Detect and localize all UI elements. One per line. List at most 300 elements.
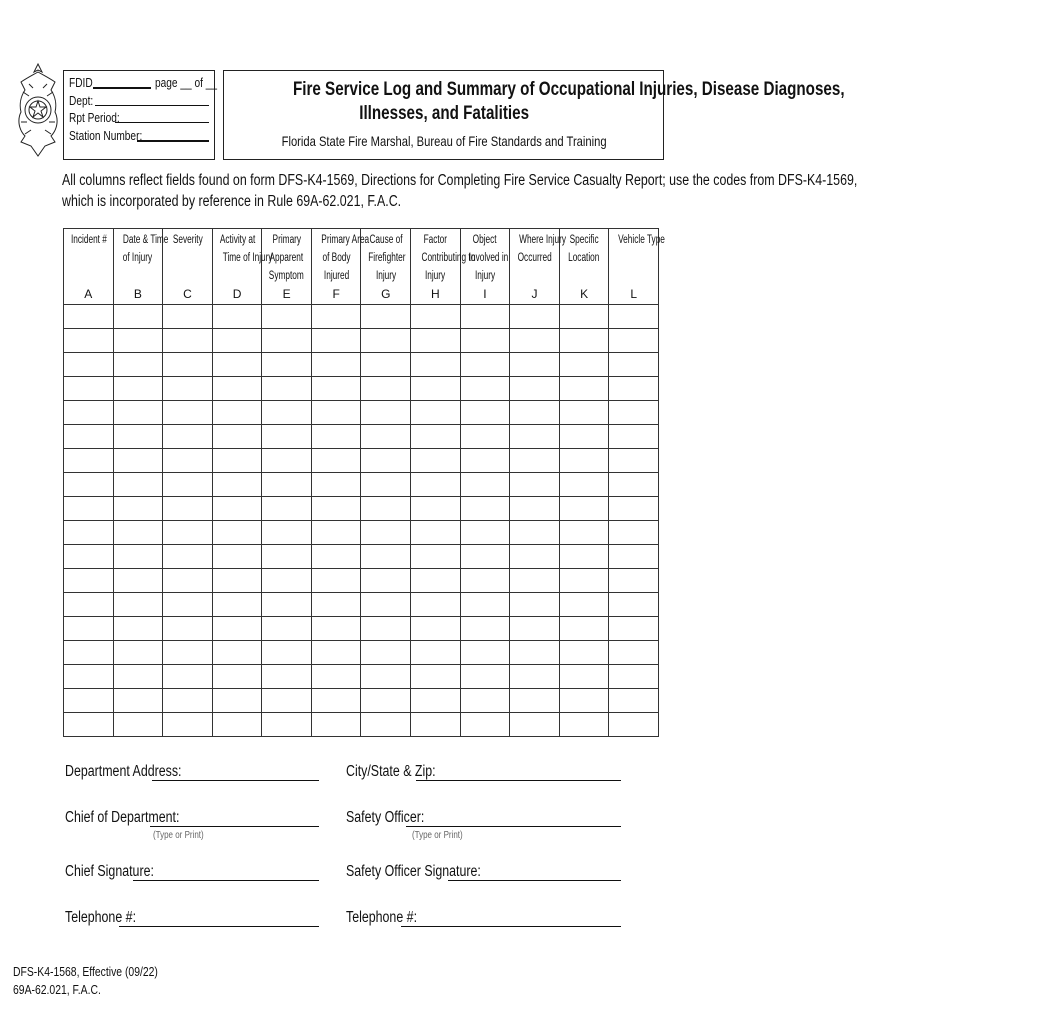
table-cell[interactable]	[559, 305, 609, 329]
safety-officer-type-or-print-hint: (Type or Print)	[412, 830, 463, 841]
table-cell[interactable]	[64, 641, 114, 665]
table-cell[interactable]	[411, 545, 461, 569]
page-of-label: page __ of __	[155, 75, 218, 90]
table-cell[interactable]	[212, 305, 262, 329]
table-cell[interactable]	[163, 449, 213, 473]
table-cell[interactable]	[262, 545, 312, 569]
table-cell[interactable]	[64, 353, 114, 377]
column-header-d	[212, 229, 273, 305]
column-letter: H	[431, 287, 440, 301]
table-cell[interactable]	[361, 545, 411, 569]
department-address-label: Department Address:	[65, 763, 182, 780]
table-cell[interactable]	[609, 545, 659, 569]
table-cell[interactable]	[262, 689, 312, 713]
dept-label: Dept:	[69, 92, 94, 108]
dept-field[interactable]	[95, 105, 209, 106]
table-cell[interactable]	[212, 689, 262, 713]
table-cell[interactable]	[609, 665, 659, 689]
table-cell[interactable]	[361, 593, 411, 617]
table-cell[interactable]	[311, 545, 361, 569]
column-header-text: Injury	[474, 270, 496, 282]
table-cell[interactable]	[510, 593, 560, 617]
table-cell[interactable]	[460, 401, 510, 425]
table-cell[interactable]	[64, 305, 114, 329]
column-header-text: of Body	[322, 252, 351, 264]
table-row	[64, 353, 659, 377]
table-row	[64, 497, 659, 521]
rpt-period-field[interactable]	[115, 122, 209, 123]
table-cell[interactable]	[163, 593, 213, 617]
table-cell[interactable]	[460, 713, 510, 737]
table-cell[interactable]	[510, 401, 560, 425]
table-cell[interactable]	[212, 377, 262, 401]
table-cell[interactable]	[460, 329, 510, 353]
table-cell[interactable]	[113, 689, 163, 713]
table-cell[interactable]	[311, 377, 361, 401]
table-cell[interactable]	[64, 329, 114, 353]
safety-officer-telephone-field[interactable]	[401, 926, 621, 927]
city-state-zip-label: City/State & Zip:	[346, 763, 436, 780]
table-cell[interactable]	[460, 689, 510, 713]
report-info-box	[63, 70, 218, 160]
table-cell[interactable]	[609, 521, 659, 545]
column-letter: C	[183, 287, 192, 301]
table-cell[interactable]	[64, 617, 114, 641]
table-cell[interactable]	[113, 377, 163, 401]
table-cell[interactable]	[559, 545, 609, 569]
table-cell[interactable]	[212, 425, 262, 449]
table-header-row	[64, 229, 659, 305]
column-letter: B	[133, 287, 142, 301]
column-header-a	[64, 229, 114, 305]
column-letter: A	[84, 287, 93, 301]
table-cell[interactable]	[113, 353, 163, 377]
table-cell[interactable]	[163, 353, 213, 377]
table-cell[interactable]	[163, 473, 213, 497]
chief-telephone-field[interactable]	[119, 926, 319, 927]
table-cell[interactable]	[113, 665, 163, 689]
table-cell[interactable]	[411, 665, 461, 689]
table-cell[interactable]	[609, 497, 659, 521]
table-cell[interactable]	[212, 353, 262, 377]
station-number-field[interactable]	[137, 140, 209, 142]
table-cell[interactable]	[262, 617, 312, 641]
column-header-j	[510, 229, 567, 305]
table-cell[interactable]	[163, 545, 213, 569]
table-cell[interactable]	[411, 593, 461, 617]
chief-signature-field[interactable]	[133, 880, 319, 881]
table-cell[interactable]	[411, 305, 461, 329]
table-cell[interactable]	[559, 377, 609, 401]
table-cell[interactable]	[262, 713, 312, 737]
table-cell[interactable]	[361, 305, 411, 329]
table-cell[interactable]	[411, 641, 461, 665]
table-cell[interactable]	[609, 353, 659, 377]
table-cell[interactable]	[609, 305, 659, 329]
column-letter: J	[531, 287, 538, 301]
table-cell[interactable]	[361, 473, 411, 497]
column-header-text: Location	[568, 252, 600, 264]
table-cell[interactable]	[361, 617, 411, 641]
table-cell[interactable]	[262, 377, 312, 401]
table-row	[64, 305, 659, 329]
table-cell[interactable]	[361, 641, 411, 665]
table-cell[interactable]	[212, 617, 262, 641]
table-cell[interactable]	[64, 497, 114, 521]
column-header-text: Severity	[172, 234, 203, 246]
table-cell[interactable]	[361, 521, 411, 545]
table-cell[interactable]	[262, 473, 312, 497]
table-cell[interactable]	[64, 449, 114, 473]
table-cell[interactable]	[510, 305, 560, 329]
table-cell[interactable]	[311, 617, 361, 641]
table-row	[64, 521, 659, 545]
table-cell[interactable]	[510, 617, 560, 641]
table-cell[interactable]	[113, 617, 163, 641]
table-cell[interactable]	[411, 353, 461, 377]
table-cell[interactable]	[262, 521, 312, 545]
table-cell[interactable]	[460, 377, 510, 401]
table-cell[interactable]	[212, 569, 262, 593]
form-number: DFS-K4-1568, Effective (09/22)	[13, 964, 158, 979]
table-cell[interactable]	[64, 521, 114, 545]
table-cell[interactable]	[311, 593, 361, 617]
table-cell[interactable]	[559, 401, 609, 425]
table-cell[interactable]	[64, 665, 114, 689]
column-header-text: Date & Time	[122, 234, 168, 246]
table-cell[interactable]	[510, 473, 560, 497]
table-cell[interactable]	[609, 689, 659, 713]
table-cell[interactable]	[262, 425, 312, 449]
table-cell[interactable]	[510, 689, 560, 713]
table-cell[interactable]	[311, 713, 361, 737]
instructions-line2: which is incorporated by reference in Rule 69A-62.021, F.A.C.	[62, 193, 402, 210]
table-cell[interactable]	[609, 425, 659, 449]
table-cell[interactable]	[460, 449, 510, 473]
table-cell[interactable]	[510, 569, 560, 593]
table-cell[interactable]	[163, 521, 213, 545]
column-letter: I	[483, 287, 487, 301]
table-cell[interactable]	[510, 353, 560, 377]
table-cell[interactable]	[262, 329, 312, 353]
table-cell[interactable]	[609, 473, 659, 497]
table-cell[interactable]	[212, 401, 262, 425]
table-cell[interactable]	[559, 497, 609, 521]
table-cell[interactable]	[609, 329, 659, 353]
table-cell[interactable]	[311, 497, 361, 521]
table-cell[interactable]	[361, 377, 411, 401]
chief-of-department-label: Chief of Department:	[65, 809, 180, 826]
table-cell[interactable]	[113, 449, 163, 473]
table-cell[interactable]	[411, 497, 461, 521]
table-cell[interactable]	[411, 449, 461, 473]
column-letter: D	[232, 287, 242, 301]
table-cell[interactable]	[411, 689, 461, 713]
table-cell[interactable]	[212, 521, 262, 545]
column-letter: G	[381, 287, 391, 301]
table-row	[64, 545, 659, 569]
department-address-field[interactable]	[152, 780, 319, 781]
table-cell[interactable]	[559, 521, 609, 545]
safety-officer-label: Safety Officer:	[346, 809, 425, 826]
table-cell[interactable]	[510, 521, 560, 545]
column-letter: K	[580, 287, 589, 301]
table-row	[64, 425, 659, 449]
table-cell[interactable]	[163, 713, 213, 737]
table-cell[interactable]	[113, 425, 163, 449]
table-body	[64, 305, 659, 737]
table-cell[interactable]	[212, 641, 262, 665]
table-cell[interactable]	[460, 497, 510, 521]
table-cell[interactable]	[64, 713, 114, 737]
table-cell[interactable]	[113, 497, 163, 521]
table-cell[interactable]	[559, 353, 609, 377]
fdid-label: FDID	[69, 75, 93, 90]
table-cell[interactable]	[311, 665, 361, 689]
instructions-line1: All columns reflect fields found on form DFS-K4-1569, Directions for Completing Fire Service Casualty Report; use the codes from DFS-K4-1569,	[62, 172, 858, 189]
table-cell[interactable]	[113, 593, 163, 617]
table-cell[interactable]	[609, 641, 659, 665]
table-cell[interactable]	[113, 641, 163, 665]
table-cell[interactable]	[411, 617, 461, 641]
chief-type-or-print-hint: (Type or Print)	[153, 830, 204, 841]
table-cell[interactable]	[212, 713, 262, 737]
table-cell[interactable]	[559, 689, 609, 713]
column-header-text: Cause of	[369, 234, 403, 246]
table-cell[interactable]	[460, 305, 510, 329]
table-cell[interactable]	[609, 449, 659, 473]
table-cell[interactable]	[113, 401, 163, 425]
table-cell[interactable]	[311, 425, 361, 449]
table-cell[interactable]	[113, 569, 163, 593]
table-cell[interactable]	[411, 521, 461, 545]
table-cell[interactable]	[460, 665, 510, 689]
table-cell[interactable]	[559, 473, 609, 497]
table-cell[interactable]	[559, 713, 609, 737]
table-cell[interactable]	[311, 689, 361, 713]
table-cell[interactable]	[460, 353, 510, 377]
column-header-text: Activity at	[219, 234, 256, 246]
column-header-text: Injury	[425, 270, 446, 282]
table-cell[interactable]	[163, 425, 213, 449]
table-cell[interactable]	[361, 569, 411, 593]
table-cell[interactable]	[361, 329, 411, 353]
table-cell[interactable]	[460, 569, 510, 593]
chief-of-department-field[interactable]	[150, 826, 319, 827]
table-cell[interactable]	[510, 377, 560, 401]
safety-officer-field[interactable]	[406, 826, 621, 827]
table-cell[interactable]	[559, 641, 609, 665]
table-cell[interactable]	[559, 617, 609, 641]
table-cell[interactable]	[113, 545, 163, 569]
column-header-e	[262, 229, 312, 305]
table-cell[interactable]	[262, 305, 312, 329]
table-cell[interactable]	[163, 401, 213, 425]
table-row	[64, 641, 659, 665]
table-cell[interactable]	[411, 377, 461, 401]
table-cell[interactable]	[311, 473, 361, 497]
table-cell[interactable]	[460, 593, 510, 617]
column-letter: E	[282, 287, 291, 301]
chief-signature-label: Chief Signature:	[65, 863, 154, 880]
column-header-text: Involved in	[468, 252, 508, 264]
table-cell[interactable]	[262, 401, 312, 425]
table-cell[interactable]	[64, 545, 114, 569]
table-cell[interactable]	[411, 569, 461, 593]
table-cell[interactable]	[460, 545, 510, 569]
table-cell[interactable]	[113, 473, 163, 497]
table-cell[interactable]	[311, 305, 361, 329]
table-cell[interactable]	[361, 353, 411, 377]
table-cell[interactable]	[64, 377, 114, 401]
table-cell[interactable]	[262, 641, 312, 665]
state-fire-marshal-seal	[15, 62, 61, 158]
table-row	[64, 473, 659, 497]
table-cell[interactable]	[113, 713, 163, 737]
table-cell[interactable]	[609, 713, 659, 737]
table-cell[interactable]	[559, 329, 609, 353]
table-cell[interactable]	[411, 713, 461, 737]
table-cell[interactable]	[510, 641, 560, 665]
table-cell[interactable]	[311, 353, 361, 377]
table-cell[interactable]	[163, 377, 213, 401]
column-header-text: Injured	[323, 270, 349, 282]
table-cell[interactable]	[510, 497, 560, 521]
table-cell[interactable]	[64, 689, 114, 713]
table-cell[interactable]	[609, 593, 659, 617]
table-cell[interactable]	[212, 473, 262, 497]
table-cell[interactable]	[510, 329, 560, 353]
table-cell[interactable]	[460, 425, 510, 449]
table-cell[interactable]	[510, 449, 560, 473]
table-cell[interactable]	[411, 473, 461, 497]
table-cell[interactable]	[212, 593, 262, 617]
table-cell[interactable]	[559, 593, 609, 617]
table-cell[interactable]	[311, 401, 361, 425]
column-header-text: of Injury	[123, 252, 153, 264]
table-cell[interactable]	[460, 521, 510, 545]
station-number-label: Station Number:	[69, 127, 143, 143]
table-cell[interactable]	[609, 377, 659, 401]
form-title-line1: Fire Service Log and Summary of Occupational Injuries, Disease Diagnoses,	[292, 79, 845, 100]
table-cell[interactable]	[64, 569, 114, 593]
column-header-text: Where Injury	[519, 234, 567, 246]
table-cell[interactable]	[361, 425, 411, 449]
table-cell[interactable]	[311, 329, 361, 353]
table-row	[64, 401, 659, 425]
table-cell[interactable]	[411, 329, 461, 353]
table-cell[interactable]	[163, 689, 213, 713]
table-cell[interactable]	[64, 401, 114, 425]
table-cell[interactable]	[163, 617, 213, 641]
table-cell[interactable]	[361, 401, 411, 425]
table-cell[interactable]	[411, 425, 461, 449]
table-cell[interactable]	[609, 569, 659, 593]
city-state-zip-field[interactable]	[416, 780, 621, 781]
table-cell[interactable]	[311, 521, 361, 545]
table-cell[interactable]	[460, 641, 510, 665]
column-header-k	[559, 229, 609, 305]
table-cell[interactable]	[163, 329, 213, 353]
column-header-i	[460, 229, 510, 305]
table-cell[interactable]	[64, 425, 114, 449]
table-cell[interactable]	[113, 521, 163, 545]
table-cell[interactable]	[262, 449, 312, 473]
table-row	[64, 377, 659, 401]
table-cell[interactable]	[510, 665, 560, 689]
table-cell[interactable]	[113, 305, 163, 329]
column-header-h	[411, 229, 476, 305]
table-cell[interactable]	[559, 665, 609, 689]
table-cell[interactable]	[361, 689, 411, 713]
table-cell[interactable]	[510, 713, 560, 737]
fdid-field[interactable]	[93, 87, 151, 89]
table-cell[interactable]	[510, 425, 560, 449]
table-cell[interactable]	[311, 449, 361, 473]
table-cell[interactable]	[113, 329, 163, 353]
table-cell[interactable]	[163, 665, 213, 689]
table-cell[interactable]	[559, 449, 609, 473]
table-row	[64, 593, 659, 617]
table-cell[interactable]	[212, 665, 262, 689]
table-cell[interactable]	[510, 545, 560, 569]
column-header-text: Firefighter	[368, 252, 407, 264]
table-cell[interactable]	[163, 569, 213, 593]
injury-log-table	[63, 228, 666, 737]
column-header-text: Specific	[569, 234, 599, 246]
table-row	[64, 569, 659, 593]
table-cell[interactable]	[460, 473, 510, 497]
table-cell[interactable]	[361, 713, 411, 737]
table-cell[interactable]	[64, 473, 114, 497]
column-header-c	[163, 229, 213, 305]
table-cell[interactable]	[311, 569, 361, 593]
table-cell[interactable]	[361, 497, 411, 521]
table-cell[interactable]	[262, 497, 312, 521]
table-cell[interactable]	[262, 665, 312, 689]
table-cell[interactable]	[163, 305, 213, 329]
table-cell[interactable]	[163, 641, 213, 665]
table-cell[interactable]	[262, 353, 312, 377]
column-letter: L	[630, 287, 638, 301]
form-footer	[13, 963, 194, 999]
table-cell[interactable]	[609, 401, 659, 425]
column-header-l	[609, 229, 666, 305]
table-cell[interactable]	[212, 449, 262, 473]
table-cell[interactable]	[163, 497, 213, 521]
table-cell[interactable]	[262, 593, 312, 617]
column-header-text: Object	[472, 234, 497, 246]
table-cell[interactable]	[212, 497, 262, 521]
safety-officer-signature-field[interactable]	[448, 880, 621, 881]
table-cell[interactable]	[361, 449, 411, 473]
table-cell[interactable]	[361, 665, 411, 689]
table-cell[interactable]	[212, 329, 262, 353]
table-cell[interactable]	[559, 425, 609, 449]
table-cell[interactable]	[64, 593, 114, 617]
table-cell[interactable]	[460, 617, 510, 641]
table-cell[interactable]	[411, 401, 461, 425]
table-cell[interactable]	[311, 641, 361, 665]
table-row	[64, 689, 659, 713]
column-header-text: Injury	[375, 270, 396, 282]
table-cell[interactable]	[609, 617, 659, 641]
table-cell[interactable]	[212, 545, 262, 569]
table-cell[interactable]	[559, 569, 609, 593]
table-cell[interactable]	[262, 569, 312, 593]
column-header-f	[311, 229, 370, 305]
rule-reference: 69A-62.021, F.A.C.	[13, 982, 101, 997]
